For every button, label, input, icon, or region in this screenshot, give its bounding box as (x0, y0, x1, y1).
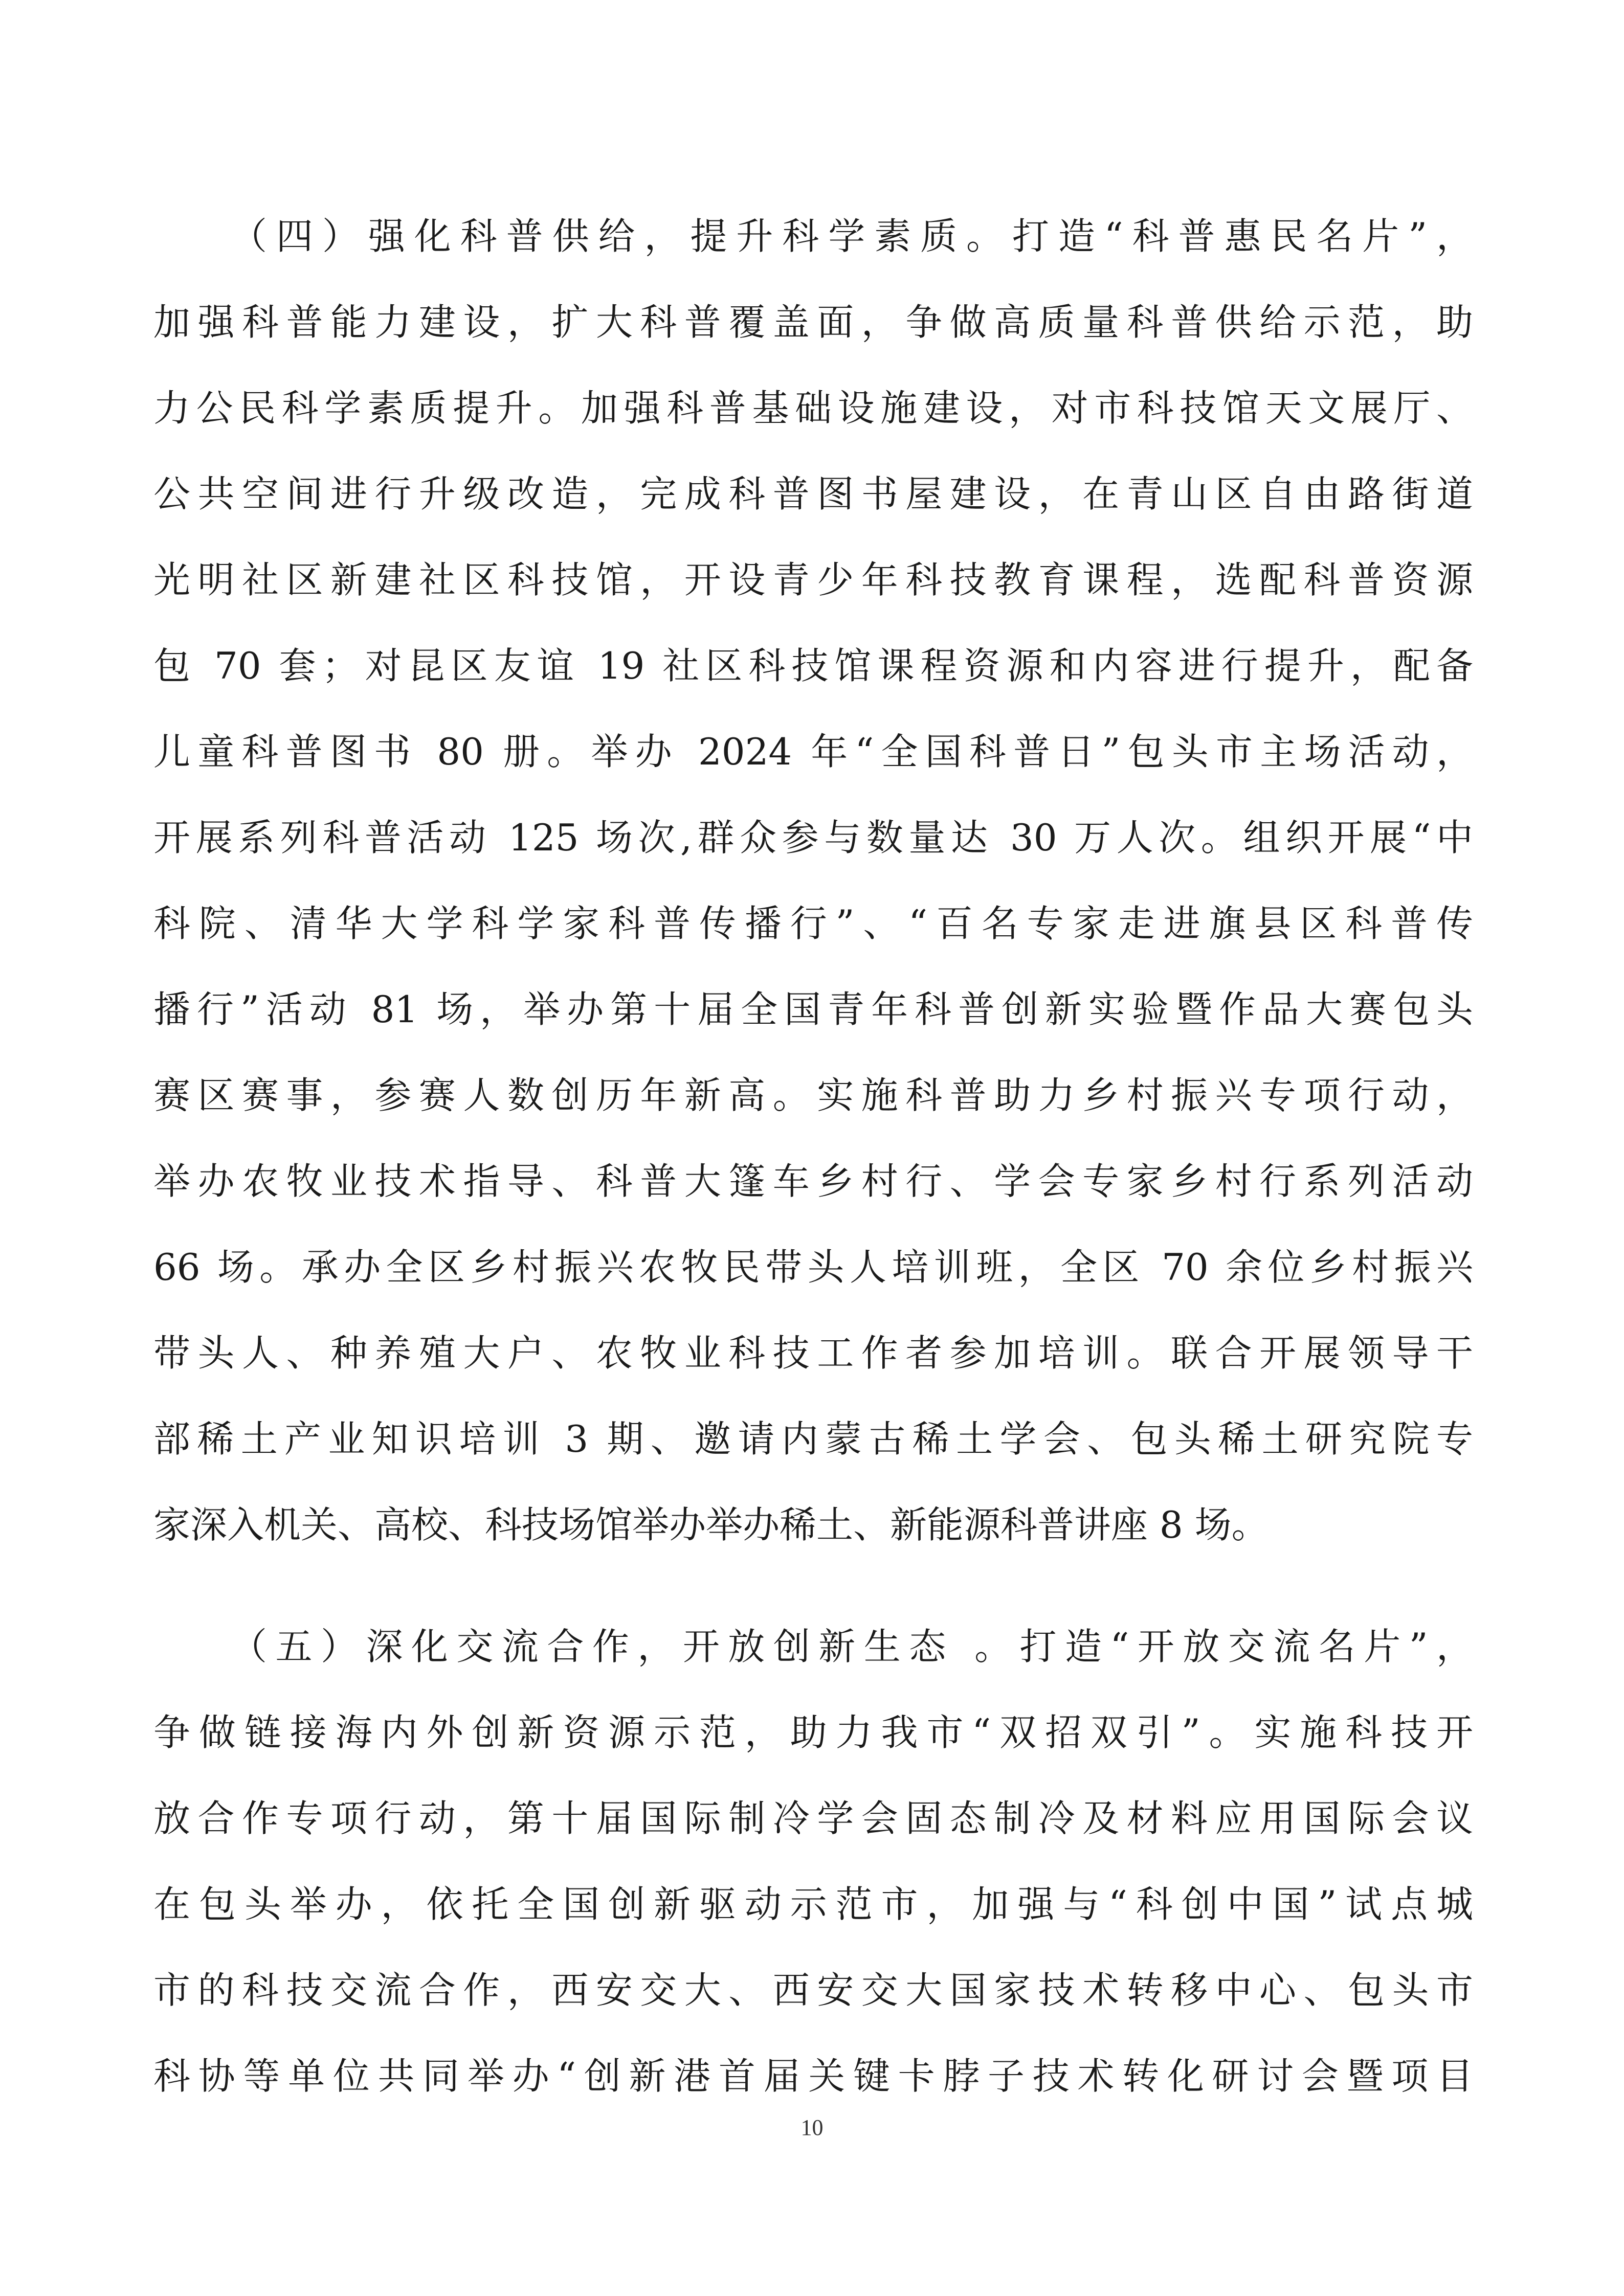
text-line: 放合作专项行动，第十届国际制冷学会固态制冷及材料应用国际会议 (153, 1797, 1473, 1840)
text-line: 播行”活动 81 场，举办第十届全国青年科普创新实验暨作品大赛包头 (153, 988, 1473, 1031)
text-line: 家深入机关、高校、科技场馆举办举办稀土、新能源科普讲座 8 场。 (153, 1503, 1269, 1546)
text-line: （四）强化科普供给，提升科学素质。打造“科普惠民名片”， (230, 215, 1473, 258)
text-line: 66 场。承办全区乡村振兴农牧民带头人培训班，全区 70 余位乡村振兴 (153, 1246, 1473, 1289)
page-number: 10 (800, 2115, 824, 2140)
text-line: 赛区赛事，参赛人数创历年新高。实施科普助力乡村振兴专项行动， (153, 1074, 1473, 1117)
paragraph-science-popularization (153, 193, 1473, 1568)
body-text (153, 193, 1473, 2119)
text-line: 光明社区新建社区科技馆，开设青少年科技教育课程，选配科普资源 (153, 558, 1473, 601)
text-line: 争做链接海内外创新资源示范，助力我市“双招双引”。实施科技开 (153, 1711, 1473, 1754)
text-line: 带头人、种养殖大户、农牧业科技工作者参加培训。联合开展领导干 (153, 1332, 1473, 1375)
text-line: 在包头举办，依托全国创新驱动示范市，加强与“科创中国”试点城 (153, 1883, 1473, 1926)
text-line: 科院、清华大学科学家科普传播行”、“百名专家走进旗县区科普传 (153, 902, 1473, 945)
text-line: （五）深化交流合作，开放创新生态 。打造“开放交流名片”， (230, 1625, 1473, 1668)
text-line: 科协等单位共同举办“创新港首届关键卡脖子技术转化研讨会暨项目 (153, 2055, 1473, 2098)
text-line: 加强科普能力建设，扩大科普覆盖面，争做高质量科普供给示范，助 (153, 301, 1473, 344)
text-line: 开展系列科普活动 125 场次,群众参与数量达 30 万人次。组织开展“中 (153, 816, 1473, 859)
text-line: 力公民科学素质提升。加强科普基础设施建设，对市科技馆天文展厅、 (153, 387, 1473, 430)
text-line: 包 70 套；对昆区友谊 19 社区科技馆课程资源和内容进行提升，配备 (153, 644, 1473, 687)
text-line: 儿童科普图书 80 册。举办 2024 年“全国科普日”包头市主场活动， (153, 730, 1473, 773)
paragraph-spacer (153, 1568, 1473, 1604)
paragraph-exchange-cooperation (153, 1604, 1473, 2119)
text-line: 举办农牧业技术指导、科普大篷车乡村行、学会专家乡村行系列活动 (153, 1160, 1473, 1203)
text-line: 部稀土产业知识培训 3 期、邀请内蒙古稀土学会、包头稀土研究院专 (153, 1417, 1473, 1460)
text-line: 公共空间进行升级改造，完成科普图书屋建设，在青山区自由路街道 (153, 472, 1473, 515)
text-line: 市的科技交流合作，西安交大、西安交大国家技术转移中心、包头市 (153, 1969, 1473, 2012)
